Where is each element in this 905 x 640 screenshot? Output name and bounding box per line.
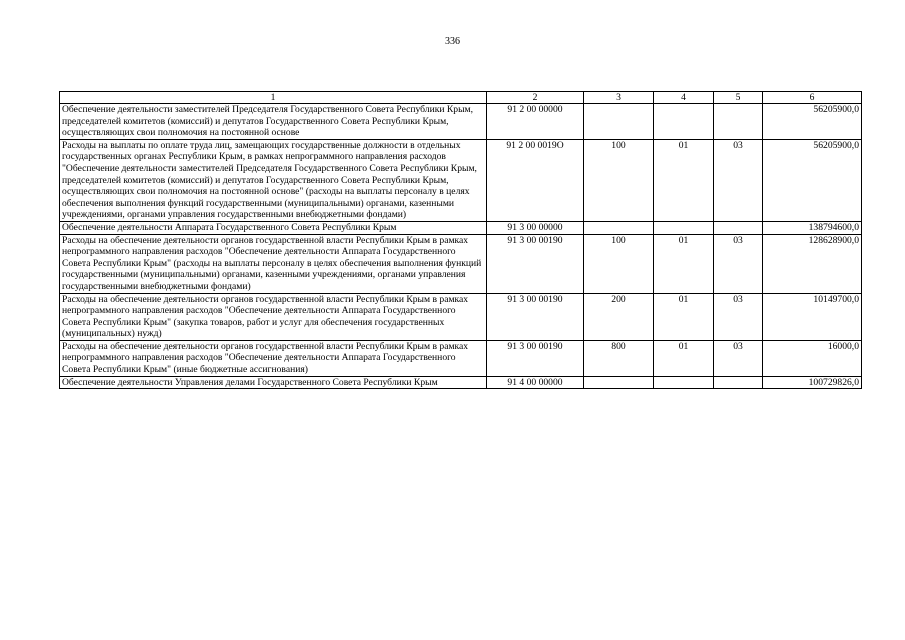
row-description: Обеспечение деятельности заместителей Председателя Государственного Совета Республики Крым, председателей комитетов (комиссий) и депутатов Государственного Совета Республики Крым, осуществляющих свои полномочия на постоянной основе xyxy=(60,104,487,140)
row-description: Расходы на обеспечение деятельности органов государственной власти Республики Крым в рамках непрограммного направления расходов "Обеспечение деятельности Аппарата Государственного Совета Республики Крым" (иные бюджетные ассигнования) xyxy=(60,340,487,376)
page-number: 336 xyxy=(445,36,460,47)
row-subsection: 03 xyxy=(714,293,763,340)
row-subsection: 03 xyxy=(714,234,763,293)
row-section xyxy=(654,104,714,140)
row-expense-type: 800 xyxy=(584,340,654,376)
row-amount: 56205900,0 xyxy=(763,139,862,221)
row-description: Расходы на выплаты по оплате труда лиц, замещающих государственные должности в отдельных государственных органах Республики Крым, в рамках непрограммного направления расходов "Обеспечение деятельности заместителей Председателя Государственного Совета Республики Крым, председателей комитетов (комиссий) и депутатов Государственного Совета Республики Крым, осуществляющих свои полномочия на постоянной основе" (расходы на выплаты персоналу в целях обеспечения выполнения функций государственными (муниципальными) органами, казенными учреждениями, органами управления государственными внебюджетными фондами) xyxy=(60,139,487,221)
table-row xyxy=(60,221,862,234)
header-col-6: 6 xyxy=(763,92,862,104)
row-section: 01 xyxy=(654,293,714,340)
table-row xyxy=(60,293,862,340)
table-row xyxy=(60,340,862,376)
row-description: Обеспечение деятельности Управления делами Государственного Совета Республики Крым xyxy=(60,376,487,389)
row-target-code: 91 3 00 00000 xyxy=(487,221,584,234)
header-col-4: 4 xyxy=(654,92,714,104)
row-subsection xyxy=(714,376,763,389)
row-amount: 100729826,0 xyxy=(763,376,862,389)
row-target-code: 91 3 00 00190 xyxy=(487,234,584,293)
row-amount: 16000,0 xyxy=(763,340,862,376)
row-subsection: 03 xyxy=(714,340,763,376)
table-row xyxy=(60,234,862,293)
row-section: 01 xyxy=(654,139,714,221)
row-description: Расходы на обеспечение деятельности органов государственной власти Республики Крым в рамках непрограммного направления расходов "Обеспечение деятельности Аппарата Государственного Совета Республики Крым" (закупка товаров, работ и услуг для обеспечения государственных (муниципальных) нужд) xyxy=(60,293,487,340)
row-amount: 128628900,0 xyxy=(763,234,862,293)
row-target-code: 91 3 00 00190 xyxy=(487,340,584,376)
row-expense-type: 100 xyxy=(584,234,654,293)
row-target-code: 91 3 00 00190 xyxy=(487,293,584,340)
row-expense-type: 100 xyxy=(584,139,654,221)
row-target-code: 91 2 00 0019O xyxy=(487,139,584,221)
row-amount: 10149700,0 xyxy=(763,293,862,340)
row-description: Расходы на обеспечение деятельности органов государственной власти Республики Крым в рамках непрограммного направления расходов "Обеспечение деятельности Аппарата Государственного Совета Республики Крым" (расходы на выплаты персоналу в целях обеспечения выполнения функций государственными (муниципальными) органами, казенными учреждениями, органами управления государственными внебюджетными фондами) xyxy=(60,234,487,293)
header-col-3: 3 xyxy=(584,92,654,104)
header-col-5: 5 xyxy=(714,92,763,104)
row-subsection: 03 xyxy=(714,139,763,221)
header-col-1: 1 xyxy=(60,92,487,104)
row-section: 01 xyxy=(654,234,714,293)
row-section xyxy=(654,221,714,234)
row-section: 01 xyxy=(654,340,714,376)
row-subsection xyxy=(714,104,763,140)
row-expense-type xyxy=(584,376,654,389)
table-row xyxy=(60,139,862,221)
table-row xyxy=(60,376,862,389)
header-col-2: 2 xyxy=(487,92,584,104)
row-subsection xyxy=(714,221,763,234)
row-target-code: 91 2 00 00000 xyxy=(487,104,584,140)
header-row xyxy=(60,92,862,104)
row-amount: 138794600,0 xyxy=(763,221,862,234)
row-expense-type xyxy=(584,104,654,140)
row-expense-type: 200 xyxy=(584,293,654,340)
row-amount: 56205900,0 xyxy=(763,104,862,140)
budget-table xyxy=(59,91,862,389)
row-description: Обеспечение деятельности Аппарата Государственного Совета Республики Крым xyxy=(60,221,487,234)
row-target-code: 91 4 00 00000 xyxy=(487,376,584,389)
row-expense-type xyxy=(584,221,654,234)
table-row xyxy=(60,104,862,140)
row-section xyxy=(654,376,714,389)
